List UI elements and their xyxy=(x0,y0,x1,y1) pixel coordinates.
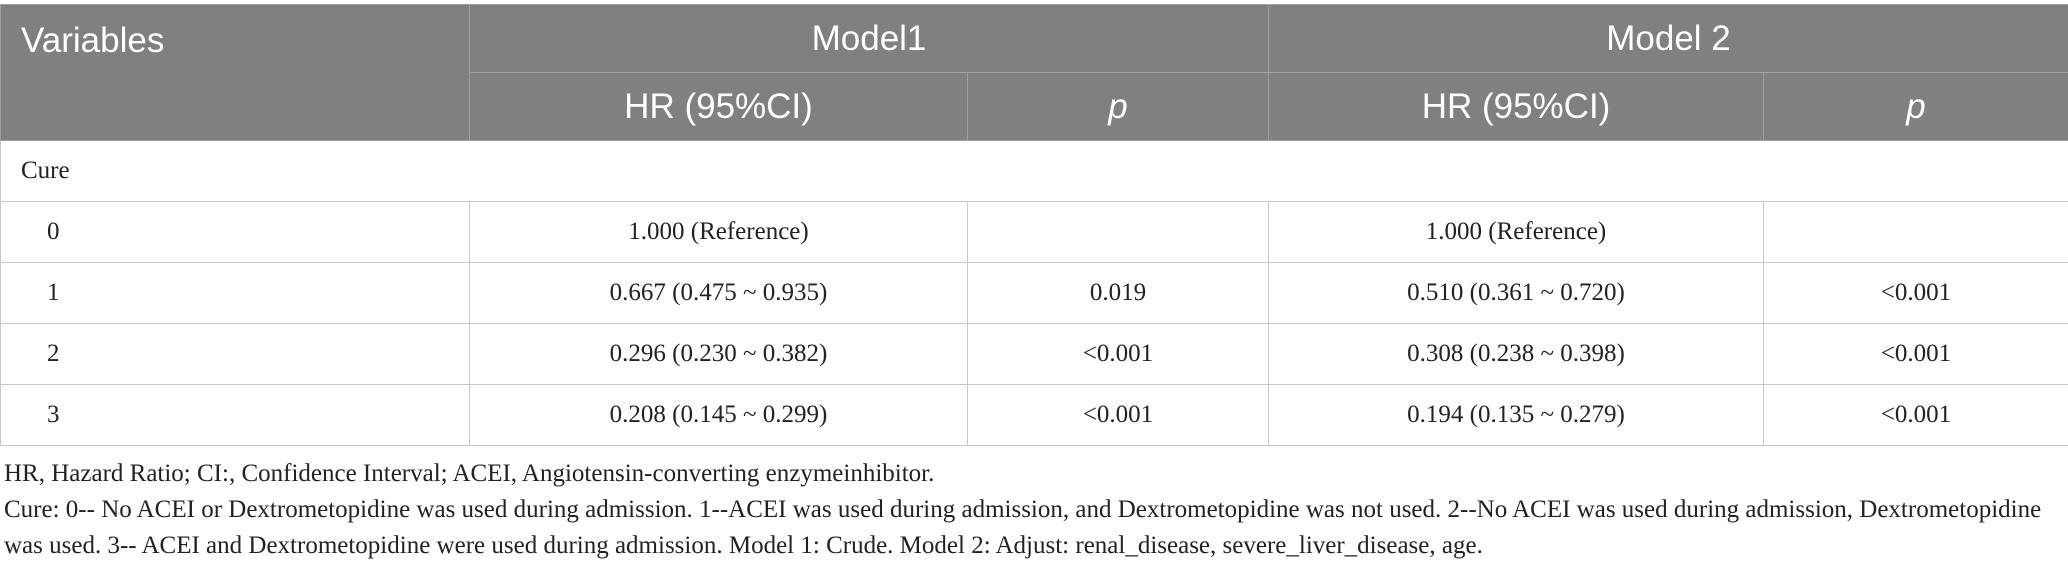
row-label: 2 xyxy=(1,324,470,385)
section-label-cure: Cure xyxy=(1,141,2068,202)
table-row xyxy=(1,324,2068,385)
model2-p-cell: <0.001 xyxy=(1764,385,2068,446)
row-label: 3 xyxy=(1,385,470,446)
header-variables: Variables xyxy=(1,5,470,141)
table-row xyxy=(1,385,2068,446)
table-footnotes xyxy=(4,456,2064,564)
model1-p-cell: 0.019 xyxy=(968,263,1269,324)
header-row-models xyxy=(1,5,2068,73)
model2-hr-cell: 0.510 (0.361 ~ 0.720) xyxy=(1269,263,1764,324)
model2-hr-cell: 0.194 (0.135 ~ 0.279) xyxy=(1269,385,1764,446)
model1-hr-cell: 0.296 (0.230 ~ 0.382) xyxy=(470,324,968,385)
header-model2-hr: HR (95%CI) xyxy=(1269,73,1764,141)
model2-hr-cell: 0.308 (0.238 ~ 0.398) xyxy=(1269,324,1764,385)
model1-p-cell: <0.001 xyxy=(968,385,1269,446)
header-model2-p: p xyxy=(1764,73,2068,141)
model2-p-cell xyxy=(1764,202,2068,263)
model1-p-cell xyxy=(968,202,1269,263)
section-row-cure xyxy=(1,141,2068,202)
header-model2: Model 2 xyxy=(1269,5,2068,73)
model1-hr-cell: 0.667 (0.475 ~ 0.935) xyxy=(470,263,968,324)
table-row xyxy=(1,202,2068,263)
results-table-container xyxy=(0,4,2068,446)
header-model1-p: p xyxy=(968,73,1269,141)
row-label: 0 xyxy=(1,202,470,263)
footnote-abbreviations: HR, Hazard Ratio; CI:, Confidence Interval; ACEI, Angiotensin-converting enzymeinhibitor. xyxy=(4,460,935,487)
hazard-ratio-table xyxy=(0,4,2068,446)
footnote-definitions: Cure: 0-- No ACEI or Dextrometopidine was used during admission. 1--ACEI was used during admission, and Dextrometopidine was not used. 2--No ACEI was used during admission, Dextrometopidine was used. 3-- ACEI and Dextrometopidine were used during admission. Model 1: Crude. Model 2: Adjust: renal_disease, severe_liver_disease, age. xyxy=(4,496,2042,559)
model1-hr-cell: 1.000 (Reference) xyxy=(470,202,968,263)
model2-p-cell: <0.001 xyxy=(1764,263,2068,324)
model2-hr-cell: 1.000 (Reference) xyxy=(1269,202,1764,263)
row-label: 1 xyxy=(1,263,470,324)
header-model1-hr: HR (95%CI) xyxy=(470,73,968,141)
table-row xyxy=(1,263,2068,324)
header-model1: Model1 xyxy=(470,5,1269,73)
model1-p-cell: <0.001 xyxy=(968,324,1269,385)
model2-p-cell: <0.001 xyxy=(1764,324,2068,385)
model1-hr-cell: 0.208 (0.145 ~ 0.299) xyxy=(470,385,968,446)
